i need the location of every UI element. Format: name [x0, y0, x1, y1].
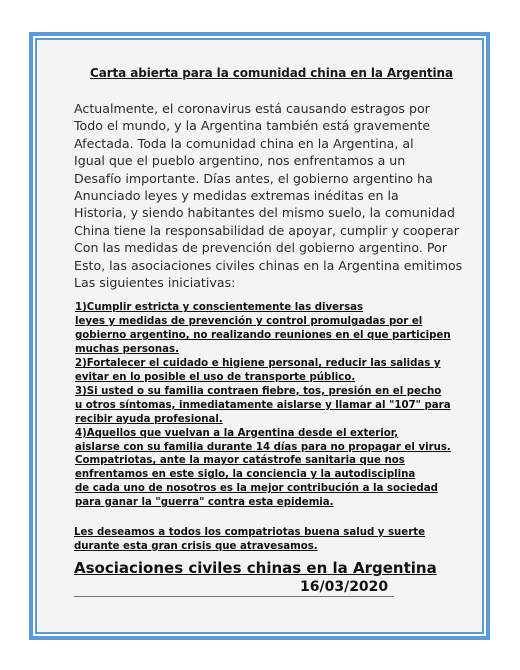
initiative-line: aislarse con su familia durante 14 días para no propagar el virus.: [75, 441, 451, 453]
initiative-line: enfrentamos en este siglo, la conciencia y la autodisciplina: [75, 469, 416, 481]
initiative-line: recibir ayuda profesional.: [75, 413, 223, 425]
initiative-line: 2)Fortalecer el cuidado e higiene personal, reducir las salidas y: [75, 358, 441, 370]
initiative-line: gobierno argentino, no realizando reuniones en el que participen: [75, 330, 451, 342]
letter-body: [74, 100, 469, 291]
letter-content: [74, 66, 469, 597]
signature-line: [74, 596, 394, 597]
initiative-line: para ganar la "guerra" contra esta epidemia.: [75, 497, 334, 509]
closing-wishes: [74, 526, 469, 553]
initiative-line: 1)Cumplir estricta y conscientemente las diversas: [75, 302, 364, 314]
initiative-line: 4)Aquellos que vuelvan a la Argentina desde el exterior,: [75, 427, 399, 439]
initiative-line: 3)Si usted o su familia contraen fiebre, tos, presión en el pecho: [75, 385, 442, 397]
body-line: Afectada. Toda la comunidad china en la Argentina, al: [74, 135, 414, 151]
initiatives-list: [74, 301, 469, 510]
body-line: Las siguientes iniciativas:: [74, 275, 236, 291]
body-line: Todo el mundo, y la Argentina también está gravemente: [74, 118, 431, 134]
initiative-line: Compatriotas, ante la mayor catástrofe sanitaria que nos: [75, 455, 405, 467]
body-line: China tiene la responsabilidad de apoyar, cumplir y cooperar: [74, 222, 459, 238]
body-line: Esto, las asociaciones civiles chinas en la Argentina emitimos: [74, 257, 463, 273]
initiative-line: leyes y medidas de prevención y control promulgadas por el: [75, 316, 423, 328]
initiative-line: evitar en lo posible el uso de transporte público.: [75, 372, 356, 383]
letter-title: Carta abierta para la comunidad china en la Argentina: [90, 66, 453, 80]
initiative-line: de cada uno de nosotros es la mejor contribución a la sociedad: [75, 483, 438, 495]
initiative-line: muchas personas.: [75, 344, 179, 356]
closing-line: Les deseamos a todos los compatriotas buena salud y suerte: [74, 527, 426, 539]
body-line: Igual que el pueblo argentino, nos enfrentamos a un: [74, 153, 406, 169]
body-line: Actualmente, el coronavirus está causando estragos por: [74, 101, 430, 116]
body-line: Con las medidas de prevención del gobierno argentino. Por: [74, 240, 447, 256]
body-line: Anunciado leyes y medidas extremas inéditas en la: [74, 188, 399, 204]
signature: Asociaciones civiles chinas en la Argentina: [74, 559, 437, 578]
body-line: Desafío importante. Días antes, el gobierno argentino ha: [74, 170, 433, 186]
initiative-line: u otros síntomas, inmediatamente aislarse y llamar al "107" para: [75, 399, 451, 411]
closing-line: durante esta gran crisis que atravesamos.: [74, 540, 318, 552]
letter-date: 16/03/2020: [300, 579, 389, 596]
body-line: Historia, y siendo habitantes del mismo suelo, la comunidad: [74, 205, 455, 221]
